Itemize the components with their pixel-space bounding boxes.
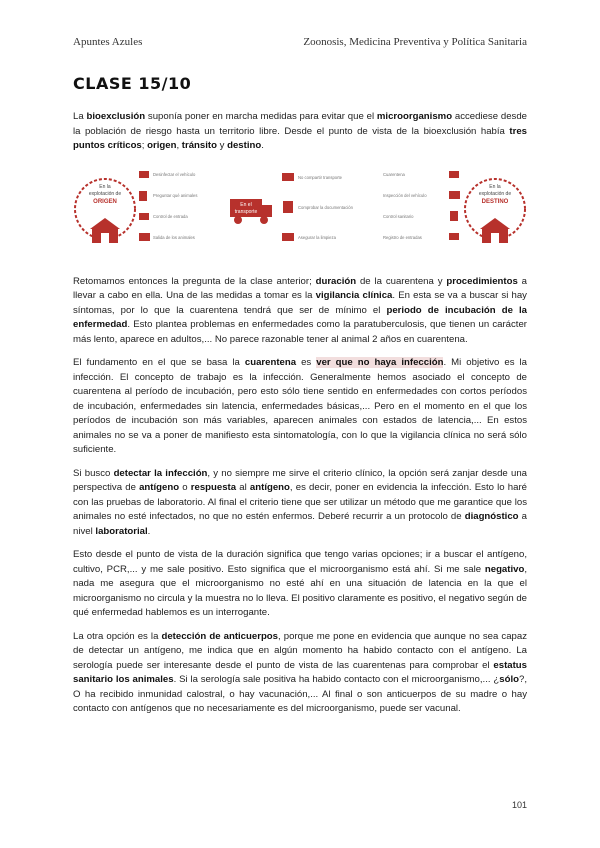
checklist-icon: [283, 201, 293, 213]
destination-item-icons: [449, 171, 460, 240]
destination-label-3: DESTINO: [481, 198, 509, 205]
transit-item-1: No compartir transporte: [298, 174, 342, 180]
origin-item-2: Preguntar qué animales: [153, 192, 198, 198]
document-icon: [450, 211, 458, 221]
truck-icon: [449, 191, 460, 199]
cow-icon: [449, 171, 459, 178]
transit-item-3: Asegurar la limpieza: [298, 234, 336, 240]
truck-icon: [139, 233, 150, 241]
origin-item-1: Desinfectar el vehículo: [153, 171, 196, 177]
biosecurity-figure: [73, 163, 527, 255]
paragraph-duration-options: Esto desde el punto de vista de la duración significa que tengo varias opciones; ir a buscar el antígeno, cultivo, PCR,... y me sale positivo. Esto significa que el microorganismo está ahí. Si me sale negativo, nada me asegura que el microorganismo no esté ahí en una situación de latencia en la que el microorganismo no circula y la muestra no lo lleva. El positivo claramente es positivo, el negativo según de qué enfermedad hablemos es un interrogante.: [73, 549, 527, 618]
cow-icon: [282, 233, 294, 241]
origin-item-4: Salida de los animales: [153, 234, 195, 240]
cow-icon: [449, 233, 459, 240]
origin-label-3: ORIGEN: [93, 198, 117, 205]
running-header-right: Zoonosis, Medicina Preventiva y Política Sanitaria: [303, 36, 527, 48]
origin-label-1: En la: [99, 183, 111, 190]
destination-item-2: Inspección del vehículo: [383, 192, 427, 198]
origin-item-icons: [139, 171, 150, 241]
transit-label-1: En el: [240, 201, 252, 208]
origin-item-3: Control de entrada: [153, 213, 188, 219]
page-number: 101: [511, 800, 527, 810]
paragraph-quarantine-basis: El fundamento en el que se basa la cuarentena es ver que no haya infección. Mi objetivo es la infección. El concepto de trabajo es la infección. Generalmente hemos asociado el concepto de cuarentena al período de incubación, pero esto sólo tiene sentido en enfermedades con cortos períodos de incubación, enfermedades sin latencia, enfermedades básicas,... Pero en el momento en el que los períodos de incubación son más variables, aparecen animales con estados de latencia,... En estos animales no se va a poner de manifiesto esta sintomatología, con lo que la vigilancia clínica no será sólo suficiente.: [73, 357, 528, 455]
running-header-left: Apuntes Azules: [73, 36, 143, 48]
destination-item-1: Cuarentena: [383, 171, 405, 177]
destination-label-1: En la: [489, 183, 501, 190]
paragraph-antibody-detection: La otra opción es la detección de anticuerpos, porque me pone en evidencia que aunque no sea capaz de detectar un antígeno, me indica que en algún momento ha habido contacto con el antígeno. La serología puede ser interesante desde el punto de vista de las cuarentenas para comprobar el estatus sanitario los animales. Si la serología sale positiva ha habido contacto con el microorganismo,... ¿sólo?, O ha recibido inmunidad calostral, o hay vacunación,... Al final o son anticuerpos de su madre o hay contacto con antígenos que no necesariamente es del microorganismo, puede ser vacunal.: [73, 630, 528, 714]
cow-icon: [282, 173, 294, 181]
paragraph-detect-infection: Si busco detectar la infección, y no siempre me sirve el criterio clínico, la opción será zanjar desde una perspectiva de antígeno o respuesta al antígeno, es decir, poner en evidencia la infección. Esto lo haré con las pruebas de laboratorio. Al final el criterio tiene que ser utilizar un método que me garantice que los animales no esté infectados, no que no estén enfermos. Deberé recurrir a un protocolo de diagnóstico a nivel laboratorial.: [73, 467, 527, 537]
origin-panel: [73, 163, 221, 255]
document-icon: [139, 191, 147, 201]
document-body: [73, 110, 527, 726]
origin-label-2: explotación de: [88, 190, 122, 197]
destination-panel: [379, 163, 527, 255]
cow-icon: [139, 213, 149, 220]
paragraph-bioexclusion: La bioexclusión suponía poner en marcha medidas para evitar que el microorganismo accediese desde la población de riesgo hasta un territorio libre. Desde el punto de vista de la bioexclusión había tres puntos críticos; origen, tránsito y destino.: [73, 111, 528, 151]
cow-icon: [139, 171, 149, 178]
destination-label-2: explotación de: [478, 190, 512, 197]
destination-item-4: Registro de entradas: [383, 234, 422, 240]
paragraph-quarantine-duration: Retomamos entonces la pregunta de la clase anterior; duración de la cuarentena y procedimientos a llevar a cabo en ella. Una de las medidas a tomar es la vigilancia clínica. En esta se va a buscar si hay síntomas, por lo que la cuarentena tendrá que ser de mínimo el periodo de incubación de la enfermedad. Esto plantea problemas en enfermedades como la paratuberculosis, que tienen un carácter más lento, aparece en adultos,... No parece razonable tener al animal 2 años en cuarentena.: [73, 275, 528, 345]
transit-panel: [226, 163, 374, 255]
transit-item-icons: [282, 173, 294, 241]
page-title: CLASE 15/10: [73, 74, 192, 93]
transit-item-2: Comprobar la documentación: [298, 204, 353, 210]
transit-label-2: transporte: [234, 208, 258, 215]
destination-item-3: Control sanitario: [383, 213, 414, 219]
